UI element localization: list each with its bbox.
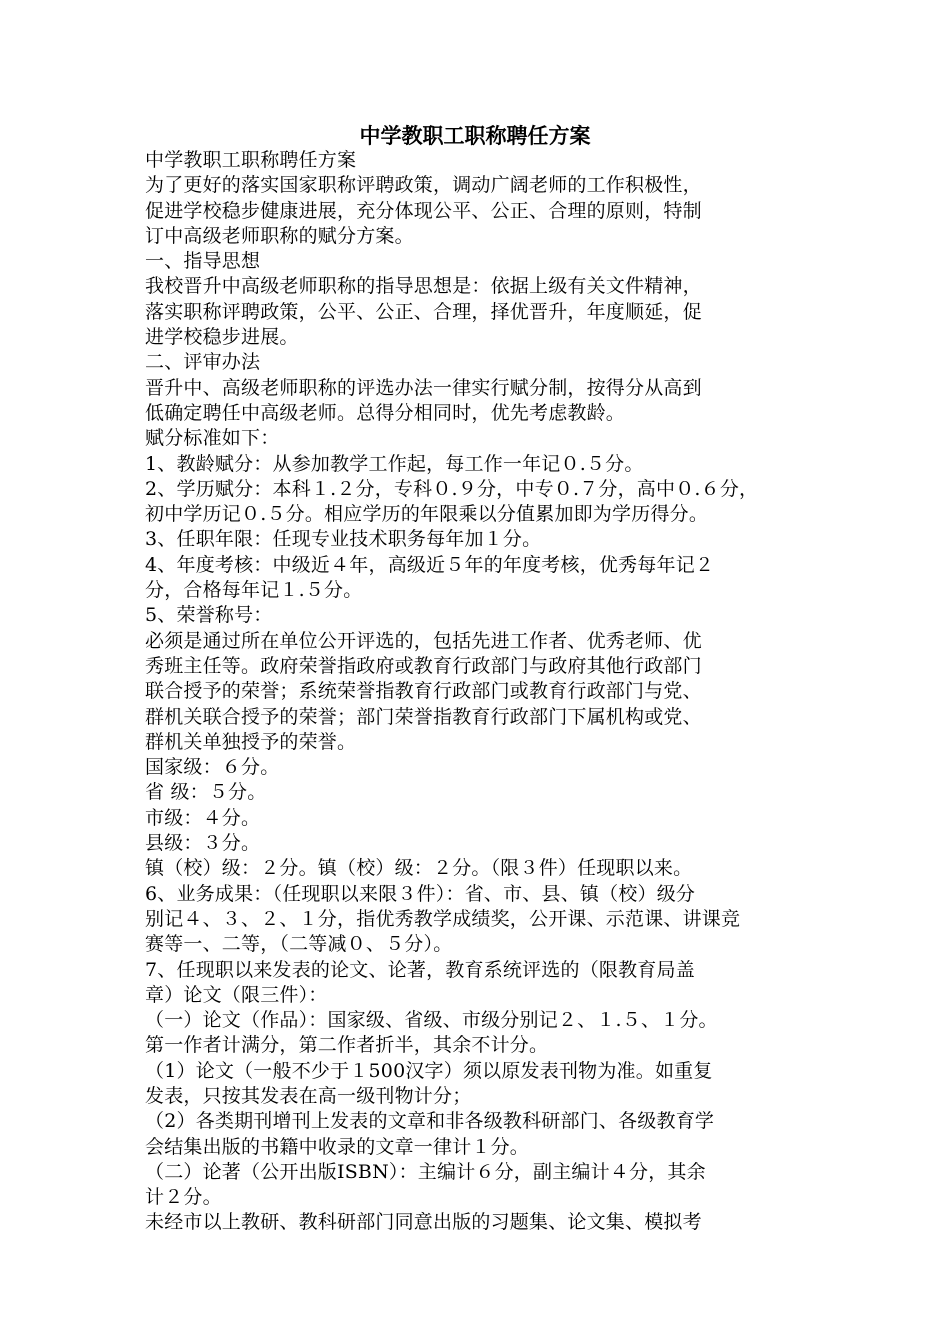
text-line: 低确定聘任中高级老师。总得分相同时，优先考虑教龄。 xyxy=(145,401,626,424)
text-line: 群机关联合授予的荣誉；部门荣誉指教育行政部门下属机构或党、 xyxy=(145,705,702,728)
text-line: 1、教龄赋分：从参加教学工作起，每工作一年记０.５分。 xyxy=(145,452,644,475)
document-body xyxy=(145,148,825,1236)
text-line: 镇（校）级：２分。镇（校）级：２分。（限３件）任现职以来。 xyxy=(145,857,693,880)
text-line: 赋分标准如下： xyxy=(145,427,280,450)
text-line: 进学校稳步进展。 xyxy=(145,326,299,349)
text-line: 一、指导思想 xyxy=(145,250,261,273)
text-line: 第一作者计满分，第二作者折半，其余不计分。 xyxy=(145,1034,549,1057)
text-line: 5、荣誉称号： xyxy=(145,604,273,627)
text-line: 国家级：６分。 xyxy=(145,756,280,779)
text-line: 初中学历记０.５分。相应学历的年限乘以分值累加即为学历得分。 xyxy=(145,503,709,526)
text-line: 赛等一、二等，（二等减０、５分）。 xyxy=(145,933,453,956)
text-line: 别记４、３、２、１分，指优秀教学成绩奖，公开课、示范课、讲课竞 xyxy=(145,907,741,930)
text-line: （2）各类期刊增刊上发表的文章和非各级教科研部门、各级教育学 xyxy=(145,1110,715,1133)
document-title: 中学教职工职称聘任方案 xyxy=(359,124,591,148)
text-line: 促进学校稳步健康进展，充分体现公平、公正、合理的原则，特制 xyxy=(145,199,702,222)
text-line: 未经市以上教研、教科研部门同意出版的习题集、论文集、模拟考 xyxy=(145,1211,702,1234)
text-line: 联合授予的荣誉；系统荣誉指教育行政部门或教育行政部门与党、 xyxy=(145,680,702,703)
text-line: 2、学历赋分：本科１.２分，专科０.９分，中专０.７分，高中０.６分， xyxy=(145,477,759,500)
text-line: 7、任现职以来发表的论文、论著，教育系统评选的（限教育局盖 xyxy=(145,958,695,981)
text-line: 省 级：５分。 xyxy=(145,781,267,804)
text-line: （二）论著（公开出版ISBN）：主编计６分，副主编计４分，其余 xyxy=(145,1160,706,1183)
text-line: 为了更好的落实国家职称评聘政策，调动广阔老师的工作积极性， xyxy=(145,174,702,197)
text-line: 晋升中、高级老师职称的评选办法一律实行赋分制，按得分从高到 xyxy=(145,376,702,399)
text-line: 章）论文（限三件）： xyxy=(145,983,328,1006)
text-line: 中学教职工职称聘任方案 xyxy=(145,149,357,171)
text-line: 分，合格每年记１.５分。 xyxy=(145,579,363,602)
text-line: （1）论文（一般不少于１500汉字）须以原发表刊物为准。如重复 xyxy=(145,1059,713,1082)
text-line: 二、评审办法 xyxy=(145,351,261,374)
text-line: 会结集出版的书籍中收录的文章一律计１分。 xyxy=(145,1135,530,1158)
text-line: 发表，只按其发表在高一级刊物计分； xyxy=(145,1084,472,1107)
text-line: 订中高级老师职称的赋分方案。 xyxy=(145,224,414,247)
text-line: 落实职称评聘政策，公平、公正、合理，择优晋升，年度顺延，促 xyxy=(145,300,702,323)
text-line: 市级：４分。 xyxy=(145,806,261,829)
text-line: （一）论文（作品）：国家级、省级、市级分别记２、１.５、１分。 xyxy=(145,1009,718,1032)
text-line: 县级：３分。 xyxy=(145,832,261,855)
text-line: 秀班主任等。政府荣誉指政府或教育行政部门与政府其他行政部门 xyxy=(145,654,702,677)
text-line: 3、任职年限：任现专业技术职务每年加１分。 xyxy=(145,528,542,551)
text-line: 计２分。 xyxy=(145,1186,222,1209)
text-line: 6、业务成果：（任现职以来限３件）：省、市、县、镇（校）级分 xyxy=(145,882,696,905)
text-line: 群机关单独授予的荣誉。 xyxy=(145,730,357,753)
text-line: 我校晋升中高级老师职称的指导思想是：依据上级有关文件精神， xyxy=(145,275,702,298)
text-line: 4、年度考核：中级近４年，高级近５年的年度考核，优秀每年记２ xyxy=(145,553,715,576)
text-line: 必须是通过所在单位公开评选的，包括先进工作者、优秀老师、优 xyxy=(145,629,702,652)
